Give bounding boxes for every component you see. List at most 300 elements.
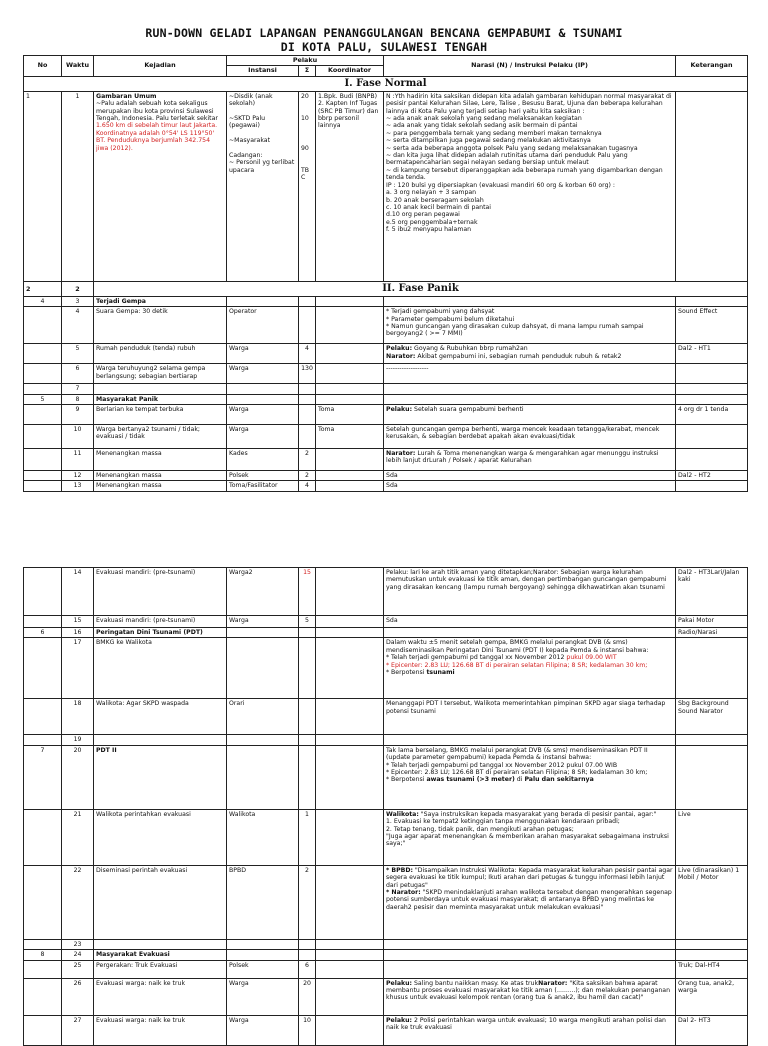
cell-waktu: 13 bbox=[62, 481, 94, 491]
cell-instansi bbox=[227, 91, 299, 281]
table-row bbox=[24, 1015, 748, 1045]
table-row bbox=[24, 481, 748, 491]
cell-instansi bbox=[227, 628, 299, 638]
cell-instansi: Polsek bbox=[227, 471, 299, 481]
koordinator-line: 1.Bpk. Budi (BNPB) bbox=[318, 92, 378, 100]
table-row bbox=[24, 960, 748, 978]
narasi-label: * Narator: bbox=[386, 889, 421, 897]
cell-sigma bbox=[299, 735, 316, 745]
narasi-label: Pelaku: bbox=[386, 1016, 413, 1024]
cell-narasi bbox=[384, 628, 676, 638]
narasi-text: Goyang & Rubuhkan bbrp rumah2an bbox=[412, 345, 528, 353]
cell-kejadian: PDT II bbox=[94, 745, 227, 809]
cell-narasi bbox=[384, 296, 676, 306]
cell-no bbox=[24, 425, 62, 449]
table-row bbox=[24, 699, 748, 735]
narasi-line: ~ serta ada beberapa anggota polsek Palu yang sedang melaksanakan tugasnya bbox=[386, 144, 638, 152]
phase-row-panik bbox=[24, 281, 748, 296]
cell-koordinator bbox=[316, 471, 384, 481]
cell-narasi: Sda bbox=[384, 481, 676, 491]
narasi-line: f. 5 ibu2 menyapu halaman bbox=[386, 226, 472, 234]
narasi-line: ~ para penggembala ternak yang sedang memberi makan ternaknya bbox=[386, 129, 602, 137]
cell-koordinator bbox=[316, 699, 384, 735]
narasi-text: * Berpotensi bbox=[386, 776, 427, 784]
narasi-text: * Telah terjadi gempabumi pd tanggal xx November 2012 bbox=[386, 654, 567, 662]
col-header-no: No bbox=[24, 56, 62, 77]
sigma-line: 10 bbox=[301, 115, 309, 123]
cell-keterangan: Truk; Dal-HT4 bbox=[676, 960, 748, 978]
narasi-text: Akibat gempabumi ini, sebagian rumah penduduk rubuh & retak2 bbox=[415, 352, 622, 360]
narasi-line: * Telah terjadi gempabumi pd tanggal xx November 2012 pukul 07.00 WIB bbox=[386, 761, 618, 769]
narasi-line: N :Yth hadirin kita saksikan didepan kita adalah gambaran kehidupan normal masyarakat di pesisir pantai Kelurahan Silae, Lere, Talise , Besusu Barat, Ujuna dan beberapa kelurahan lainnya di Kota Palu yang terjadi setiap hari yaitu kita saksikan : bbox=[386, 92, 672, 115]
table-row bbox=[24, 296, 748, 306]
cell-koordinator bbox=[316, 481, 384, 491]
cell-koordinator bbox=[316, 296, 384, 306]
cell-waktu: 17 bbox=[62, 638, 94, 699]
cell-narasi: Sda bbox=[384, 471, 676, 481]
cell-narasi bbox=[384, 978, 676, 1015]
cell-kejadian bbox=[94, 735, 227, 745]
table-row bbox=[24, 978, 748, 1015]
cell-koordinator bbox=[316, 939, 384, 949]
cell-narasi bbox=[384, 394, 676, 404]
cell-sigma bbox=[299, 638, 316, 699]
col-header-sigma: Σ bbox=[299, 66, 316, 76]
cell-kejadian: Warga teruhuyung2 selama gempa berlangsung; sebagian bertiarap bbox=[94, 364, 227, 384]
narasi-text: "SKPD menindaklanjuti arahan walikota tersebut dengan mengerahkan segenap potensi sumberdaya untuk evakuasi masyarakat; di antaranya BPBD yang melintas ke daerah2 pesisir dan meminta masyarakat untuk melakukan evakuasi" bbox=[386, 889, 672, 911]
narasi-red-text: pukul 09.00 WIT bbox=[566, 654, 617, 662]
cell-narasi: Setelah guncangan gempa berhenti, warga mencek keadaan tetangga/kerabat, mencek kerusakan, & sebagian berdebat apakah akan evakuasi/tidak bbox=[384, 425, 676, 449]
cell-kejadian: Peringatan Dini Tsunami (PDT) bbox=[94, 628, 227, 638]
table-row bbox=[24, 449, 748, 471]
cell-keterangan bbox=[676, 481, 748, 491]
table-row bbox=[24, 616, 748, 628]
cell-kejadian: Evakuasi mandiri: (pre-tsunami) bbox=[94, 616, 227, 628]
table-row bbox=[24, 939, 748, 949]
narasi-label: Narator: bbox=[386, 352, 416, 360]
cell-instansi: Warga bbox=[227, 978, 299, 1015]
table-row bbox=[24, 425, 748, 449]
cell-no bbox=[24, 638, 62, 699]
narasi-line: "Juga agar aparat menenangkan & memberikan arahan masyarakat sebagaimana instruksi saya;" bbox=[386, 833, 669, 848]
cell-narasi bbox=[384, 638, 676, 699]
sigma-spacer bbox=[301, 108, 313, 115]
kejadian-text: ~Palu adalah sebuah kota sekaligus merupakan ibu kota provinsi Sulawesi Tengah, Indonesia. Palu terletak sekitar bbox=[96, 100, 218, 123]
narasi-bold-text: Palu dan sekitarnya bbox=[524, 776, 594, 784]
cell-narasi bbox=[384, 735, 676, 745]
cell-waktu: 2 bbox=[62, 281, 94, 296]
cell-waktu: 14 bbox=[62, 568, 94, 616]
cell-instansi bbox=[227, 638, 299, 699]
cell-no: 6 bbox=[24, 628, 62, 638]
cell-instansi: Operator bbox=[227, 307, 299, 344]
narasi-label: Walikota: bbox=[386, 810, 419, 818]
cell-keterangan: Dal2 - HT3Lari/Jalan kaki bbox=[676, 568, 748, 616]
phase-row-normal bbox=[24, 76, 748, 91]
cell-keterangan: Live (dinarasikan) 1 Mobil / Motor bbox=[676, 865, 748, 939]
cell-kejadian: Pergerakan: Truk Evakuasi bbox=[94, 960, 227, 978]
cell-sigma: 20 bbox=[299, 978, 316, 1015]
cell-keterangan: 4 org dr 1 tenda bbox=[676, 405, 748, 425]
cell-sigma: 2 bbox=[299, 449, 316, 471]
sigma-spacer bbox=[301, 130, 313, 137]
col-header-instansi: Instansi bbox=[227, 66, 299, 76]
cell-kejadian: Evakuasi warga: naik ke truk bbox=[94, 978, 227, 1015]
cell-kejadian: Terjadi Gempa bbox=[94, 296, 227, 306]
narasi-label: Pelaku: bbox=[386, 406, 413, 414]
cell-waktu: 15 bbox=[62, 616, 94, 628]
cell-keterangan bbox=[676, 939, 748, 949]
cell-waktu: 26 bbox=[62, 978, 94, 1015]
instansi-line: ~ Personil yg terlibat upacara bbox=[229, 159, 295, 174]
narasi-line: c. 10 anak kecil bermain di pantai bbox=[386, 203, 492, 211]
cell-koordinator bbox=[316, 91, 384, 281]
narasi-line: 2. Tetap tenang, tidak panik, dan mengikuti arahan petugas; bbox=[386, 825, 574, 833]
cell-sigma bbox=[299, 628, 316, 638]
cell-keterangan: Pakai Motor bbox=[676, 616, 748, 628]
cell-narasi bbox=[384, 809, 676, 865]
cell-narasi bbox=[384, 950, 676, 960]
cell-waktu: 25 bbox=[62, 960, 94, 978]
cell-koordinator bbox=[316, 616, 384, 628]
cell-no bbox=[24, 364, 62, 384]
cell-no bbox=[24, 568, 62, 616]
cell-keterangan: Dal 2- HT3 bbox=[676, 1015, 748, 1045]
cell-instansi: Kades bbox=[227, 449, 299, 471]
cell-keterangan bbox=[676, 745, 748, 809]
cell-kejadian: Berlarian ke tempat terbuka bbox=[94, 405, 227, 425]
cell-kejadian: Diseminasi perintah evakuasi bbox=[94, 865, 227, 939]
cell-no bbox=[24, 735, 62, 745]
cell-narasi bbox=[384, 960, 676, 978]
narasi-line: e.5 org penggembala+ternak bbox=[386, 218, 478, 226]
table-row bbox=[24, 471, 748, 481]
cell-keterangan bbox=[676, 950, 748, 960]
cell-koordinator bbox=[316, 735, 384, 745]
sigma-line: 90 bbox=[301, 144, 309, 152]
instansi-line bbox=[229, 108, 296, 115]
cell-narasi bbox=[384, 865, 676, 939]
narasi-text: "Saya instruksikan kepada masyarakat yang berada di pesisir pantai, agar:" bbox=[418, 810, 657, 818]
narasi-label: Pelaku: bbox=[386, 345, 413, 353]
narasi-text: Setelah suara gempabumi berhenti bbox=[412, 406, 524, 414]
narasi-line: a. 3 org nelayan + 3 sampan bbox=[386, 189, 477, 197]
cell-koordinator bbox=[316, 344, 384, 364]
narasi-line: * Namun guncangan yang dirasakan cukup dahsyat, di mana lampu rumah sampai bergoyang2 ( >= 7 MMI) bbox=[386, 323, 644, 338]
cell-waktu: 12 bbox=[62, 471, 94, 481]
cell-kejadian: Menenangkan massa bbox=[94, 449, 227, 471]
cell-instansi: Orari bbox=[227, 699, 299, 735]
cell-sigma bbox=[299, 384, 316, 394]
cell-instansi: Warga bbox=[227, 405, 299, 425]
narasi-label: * BPBD: bbox=[386, 866, 413, 874]
phase-title-panik: II. Fase Panik bbox=[94, 281, 748, 296]
narasi-line: * Parameter gempabumi belum diketahui bbox=[386, 315, 515, 323]
cell-narasi bbox=[384, 449, 676, 471]
cell-no bbox=[24, 471, 62, 481]
cell-instansi: Warga bbox=[227, 1015, 299, 1045]
cell-sigma: 2 bbox=[299, 865, 316, 939]
cell-sigma bbox=[299, 91, 316, 281]
narasi-label: Narator: bbox=[386, 450, 416, 458]
narasi-line: Tak lama berselang, BMKG melalui perangkat DVB (& sms) mendiseminasikan PDT II (update parameter gempabumi) kepada Pemda & instansi bahwa: bbox=[386, 746, 648, 762]
cell-no bbox=[24, 616, 62, 628]
col-header-keterangan: Keterangan bbox=[676, 56, 748, 77]
cell-instansi: Warga2 bbox=[227, 568, 299, 616]
cell-kejadian: Menenangkan massa bbox=[94, 471, 227, 481]
cell-no bbox=[24, 449, 62, 471]
cell-keterangan bbox=[676, 425, 748, 449]
narasi-text: "Disampaikan Instruksi Walikota: Kepada masyarakat kelurahan pesisir pantai agar segera evakuasi ke titik kumpul; Ikuti arahan dari petugas & tunggu informasi lebih lanjut dari petugas" bbox=[386, 866, 673, 889]
cell-narasi: ------------------- bbox=[384, 364, 676, 384]
cell-keterangan: Sbg Background Sound Narator bbox=[676, 699, 748, 735]
cell-koordinator bbox=[316, 1015, 384, 1045]
rundown-table-top bbox=[23, 55, 748, 492]
cell-keterangan: Orang tua, anak2, warga bbox=[676, 978, 748, 1015]
narasi-line: ~ ada anak anak sekolah yang sedang melaksanakan kegiatan bbox=[386, 115, 582, 123]
cell-koordinator bbox=[316, 745, 384, 809]
narasi-line: ~ ada anak yang tidak sekolah sedang asik bermain di pantai bbox=[386, 122, 578, 130]
cell-kejadian: Warga bertanya2 tsunami / tidak; evakuasi / tidak bbox=[94, 425, 227, 449]
cell-no: 4 bbox=[24, 296, 62, 306]
cell-no: 2 bbox=[24, 281, 62, 296]
cell-no bbox=[24, 384, 62, 394]
cell-sigma: 15 bbox=[299, 568, 316, 616]
cell-narasi: Sda bbox=[384, 616, 676, 628]
cell-sigma bbox=[299, 405, 316, 425]
cell-waktu: 7 bbox=[62, 384, 94, 394]
cell-koordinator bbox=[316, 628, 384, 638]
cell-waktu: 4 bbox=[62, 307, 94, 344]
narasi-line: ~ di kampung tersebut diperanggapkan ada beberapa rumah yang digambarkan dengan tenda tenda. bbox=[386, 166, 663, 182]
narasi-bold-text: tsunami bbox=[426, 669, 455, 677]
document-title: RUN-DOWN GELADI LAPANGAN PENANGGULANGAN BENCANA GEMPABUMI & TSUNAMI bbox=[145, 26, 623, 40]
phase-title-normal: I. Fase Normal bbox=[24, 76, 748, 91]
narasi-line: Dalam waktu ±5 menit setelah gempa, BMKG melalui perangkat DVB (& sms) mendiseminasikan Peringatan Dini Tsunami (PDT I) kepada Pemda & instansi bahwa: bbox=[386, 639, 649, 654]
cell-instansi: Toma/Fasilitator bbox=[227, 481, 299, 491]
cell-keterangan bbox=[676, 394, 748, 404]
cell-waktu: 3 bbox=[62, 296, 94, 306]
cell-no bbox=[24, 809, 62, 865]
cell-narasi bbox=[384, 1015, 676, 1045]
cell-koordinator bbox=[316, 865, 384, 939]
cell-instansi bbox=[227, 394, 299, 404]
cell-sigma bbox=[299, 939, 316, 949]
cell-keterangan: Sound Effect bbox=[676, 307, 748, 344]
cell-waktu: 24 bbox=[62, 950, 94, 960]
cell-keterangan bbox=[676, 91, 748, 281]
sigma-line: TBC bbox=[301, 166, 310, 182]
sigma-line: 20 bbox=[301, 92, 309, 100]
cell-koordinator bbox=[316, 809, 384, 865]
table-row bbox=[24, 865, 748, 939]
cell-instansi: Warga bbox=[227, 364, 299, 384]
cell-keterangan: Radio/Narasi bbox=[676, 628, 748, 638]
instansi-line: Cadangan: bbox=[229, 152, 263, 160]
cell-waktu: 8 bbox=[62, 394, 94, 404]
cell-sigma: 2 bbox=[299, 471, 316, 481]
cell-waktu: 18 bbox=[62, 699, 94, 735]
cell-narasi bbox=[384, 91, 676, 281]
cell-narasi bbox=[384, 405, 676, 425]
rundown-table-bottom bbox=[23, 567, 748, 1046]
cell-keterangan bbox=[676, 296, 748, 306]
cell-sigma: 1 bbox=[299, 809, 316, 865]
cell-kejadian: Rumah penduduk (tenda) rubuh bbox=[94, 344, 227, 364]
table-row bbox=[24, 364, 748, 384]
cell-instansi: Walikota bbox=[227, 809, 299, 865]
table-row bbox=[24, 394, 748, 404]
cell-waktu: 1 bbox=[62, 91, 94, 281]
instansi-line bbox=[229, 130, 296, 137]
cell-keterangan bbox=[676, 384, 748, 394]
cell-kejadian: Masyarakat Panik bbox=[94, 394, 227, 404]
cell-no bbox=[24, 960, 62, 978]
cell-keterangan bbox=[676, 735, 748, 745]
kejadian-title: Gambaran Umum bbox=[96, 92, 157, 100]
cell-narasi bbox=[384, 939, 676, 949]
cell-sigma bbox=[299, 745, 316, 809]
narasi-label: Pelaku: bbox=[386, 979, 413, 987]
cell-kejadian: Masyarakat Evakuasi bbox=[94, 950, 227, 960]
cell-no bbox=[24, 481, 62, 491]
narasi-text: * Berpotensi bbox=[386, 669, 427, 677]
cell-instansi: Polsek bbox=[227, 960, 299, 978]
cell-instansi: Warga bbox=[227, 425, 299, 449]
table-row bbox=[24, 809, 748, 865]
cell-instansi bbox=[227, 735, 299, 745]
cell-keterangan bbox=[676, 638, 748, 699]
narasi-line: ~ dan kita juga lihat didepan adalah rutinitas utama dari penduduk Palu yang bermatapencaharian segai nelayan sedang bersiap untuk melaut bbox=[386, 152, 628, 167]
cell-waktu: 10 bbox=[62, 425, 94, 449]
cell-waktu: 9 bbox=[62, 405, 94, 425]
sigma-spacer bbox=[301, 122, 313, 129]
cell-kejadian: Walikota: Agar SKPD waspada bbox=[94, 699, 227, 735]
narasi-line: ~ serta ditampilkan juga pegawai sedang melakukan aktivitasnya bbox=[386, 137, 591, 145]
col-header-narasi: Narasi (N) / Instruksi Pelaku (IP) bbox=[384, 56, 676, 77]
cell-kejadian: BMKG ke Walikota bbox=[94, 638, 227, 699]
cell-sigma bbox=[299, 307, 316, 344]
narasi-bold-text: awas tsunami (>3 meter) bbox=[426, 776, 515, 784]
cell-narasi bbox=[384, 307, 676, 344]
cell-instansi: Warga bbox=[227, 344, 299, 364]
col-header-waktu: Waktu bbox=[62, 56, 94, 77]
cell-waktu: 23 bbox=[62, 939, 94, 949]
sigma-spacer bbox=[301, 137, 313, 144]
cell-waktu: 11 bbox=[62, 449, 94, 471]
narasi-text: Lurah & Toma menenangkan warga & mengarahkan agar menunggu instruksi lebih lanjut drLurah / Polsek / aparat Kelurahan bbox=[386, 450, 659, 465]
cell-sigma: 130 bbox=[299, 364, 316, 384]
cell-koordinator: Toma bbox=[316, 405, 384, 425]
cell-koordinator bbox=[316, 449, 384, 471]
cell-koordinator bbox=[316, 384, 384, 394]
cell-kejadian: Walikota perintahkan evakuasi bbox=[94, 809, 227, 865]
col-header-kejadian: Kejadian bbox=[94, 56, 227, 77]
cell-waktu: 5 bbox=[62, 344, 94, 364]
cell-kejadian bbox=[94, 91, 227, 281]
table-row bbox=[24, 568, 748, 616]
cell-no bbox=[24, 939, 62, 949]
cell-keterangan: Dal2 - HT2 bbox=[676, 471, 748, 481]
cell-kejadian: Suara Gempa: 30 detik bbox=[94, 307, 227, 344]
cell-no bbox=[24, 307, 62, 344]
instansi-line: ~SKTD Palu (pegawai) bbox=[229, 115, 266, 130]
table-row bbox=[24, 745, 748, 809]
cell-sigma: 10 bbox=[299, 1015, 316, 1045]
cell-keterangan bbox=[676, 449, 748, 471]
table-row bbox=[24, 950, 748, 960]
cell-narasi: Pelaku: lari ke arah titik aman yang ditetapkan;Narator: Sebagian warga kelurahan memutuskan untuk evakuasi ke titik aman, dengan pertimbangan guncangan gempabumi yang dirasakan kencang (lampu rumah bergoyang) sehingga dikhawatirkan akan tsunami bbox=[384, 568, 676, 616]
cell-no: 1 bbox=[24, 91, 62, 281]
cell-instansi bbox=[227, 950, 299, 960]
cell-narasi bbox=[384, 745, 676, 809]
narasi-line: IP : 120 bulsi yg dipersiapkan (evakuasi mandiri 60 org & korban 60 org) : bbox=[386, 181, 615, 189]
instansi-line: ~Masyarakat bbox=[229, 137, 271, 145]
cell-sigma: 4 bbox=[299, 344, 316, 364]
cell-sigma bbox=[299, 425, 316, 449]
instansi-line: ~Disdik (anak sekolah) bbox=[229, 92, 273, 108]
cell-sigma bbox=[299, 699, 316, 735]
cell-koordinator bbox=[316, 307, 384, 344]
cell-narasi: Menanggapi PDT I tersebut, Walikota memerintahkan pimpinan SKPD agar siaga terhadap potensi tsunami bbox=[384, 699, 676, 735]
table-row bbox=[24, 91, 748, 281]
cell-waktu: 16 bbox=[62, 628, 94, 638]
narasi-line: * Terjadi gempabumi yang dahsyat bbox=[386, 308, 495, 316]
cell-instansi bbox=[227, 939, 299, 949]
cell-koordinator bbox=[316, 978, 384, 1015]
table-row bbox=[24, 307, 748, 344]
cell-no bbox=[24, 699, 62, 735]
cell-koordinator bbox=[316, 568, 384, 616]
instansi-line bbox=[229, 145, 296, 152]
cell-waktu: 27 bbox=[62, 1015, 94, 1045]
cell-instansi: BPBD bbox=[227, 865, 299, 939]
table-row bbox=[24, 384, 748, 394]
cell-no: 5 bbox=[24, 394, 62, 404]
cell-keterangan: Live bbox=[676, 809, 748, 865]
col-header-pelaku: Pelaku bbox=[227, 56, 384, 66]
cell-instansi bbox=[227, 296, 299, 306]
cell-kejadian: Menenangkan massa bbox=[94, 481, 227, 491]
table-row bbox=[24, 735, 748, 745]
cell-waktu: 19 bbox=[62, 735, 94, 745]
sigma-spacer bbox=[301, 152, 313, 159]
narasi-text: "Kita saksikan bahwa aparat membantu proses evakuasi masyarakat ke titik aman (………); dan melakukan penanganan khusus untuk evakuasi kelompok rentan (orang tua & anak2, ibu hamil dan cacat)" bbox=[386, 979, 670, 1002]
cell-no bbox=[24, 865, 62, 939]
cell-no: 8 bbox=[24, 950, 62, 960]
cell-sigma: 4 bbox=[299, 481, 316, 491]
narasi-label: Narator: bbox=[538, 979, 568, 987]
cell-sigma: 6 bbox=[299, 960, 316, 978]
cell-koordinator bbox=[316, 960, 384, 978]
cell-koordinator: Toma bbox=[316, 425, 384, 449]
table-row bbox=[24, 638, 748, 699]
cell-waktu: 20 bbox=[62, 745, 94, 809]
cell-instansi bbox=[227, 384, 299, 394]
cell-kejadian: Evakuasi mandiri: (pre-tsunami) bbox=[94, 568, 227, 616]
narasi-line: * Epicenter: 2.83 LU; 126.68 BT di perairan selatan Filipina; 8 SR; kedalaman 30 km; bbox=[386, 769, 648, 777]
cell-kejadian bbox=[94, 384, 227, 394]
cell-no bbox=[24, 405, 62, 425]
table-row bbox=[24, 344, 748, 364]
cell-kejadian: Evakuasi warga: naik ke truk bbox=[94, 1015, 227, 1045]
cell-narasi bbox=[384, 384, 676, 394]
cell-waktu: 6 bbox=[62, 364, 94, 384]
cell-koordinator bbox=[316, 364, 384, 384]
cell-sigma bbox=[299, 950, 316, 960]
col-header-koordinator: Koordinator bbox=[316, 66, 384, 76]
cell-no: 7 bbox=[24, 745, 62, 809]
